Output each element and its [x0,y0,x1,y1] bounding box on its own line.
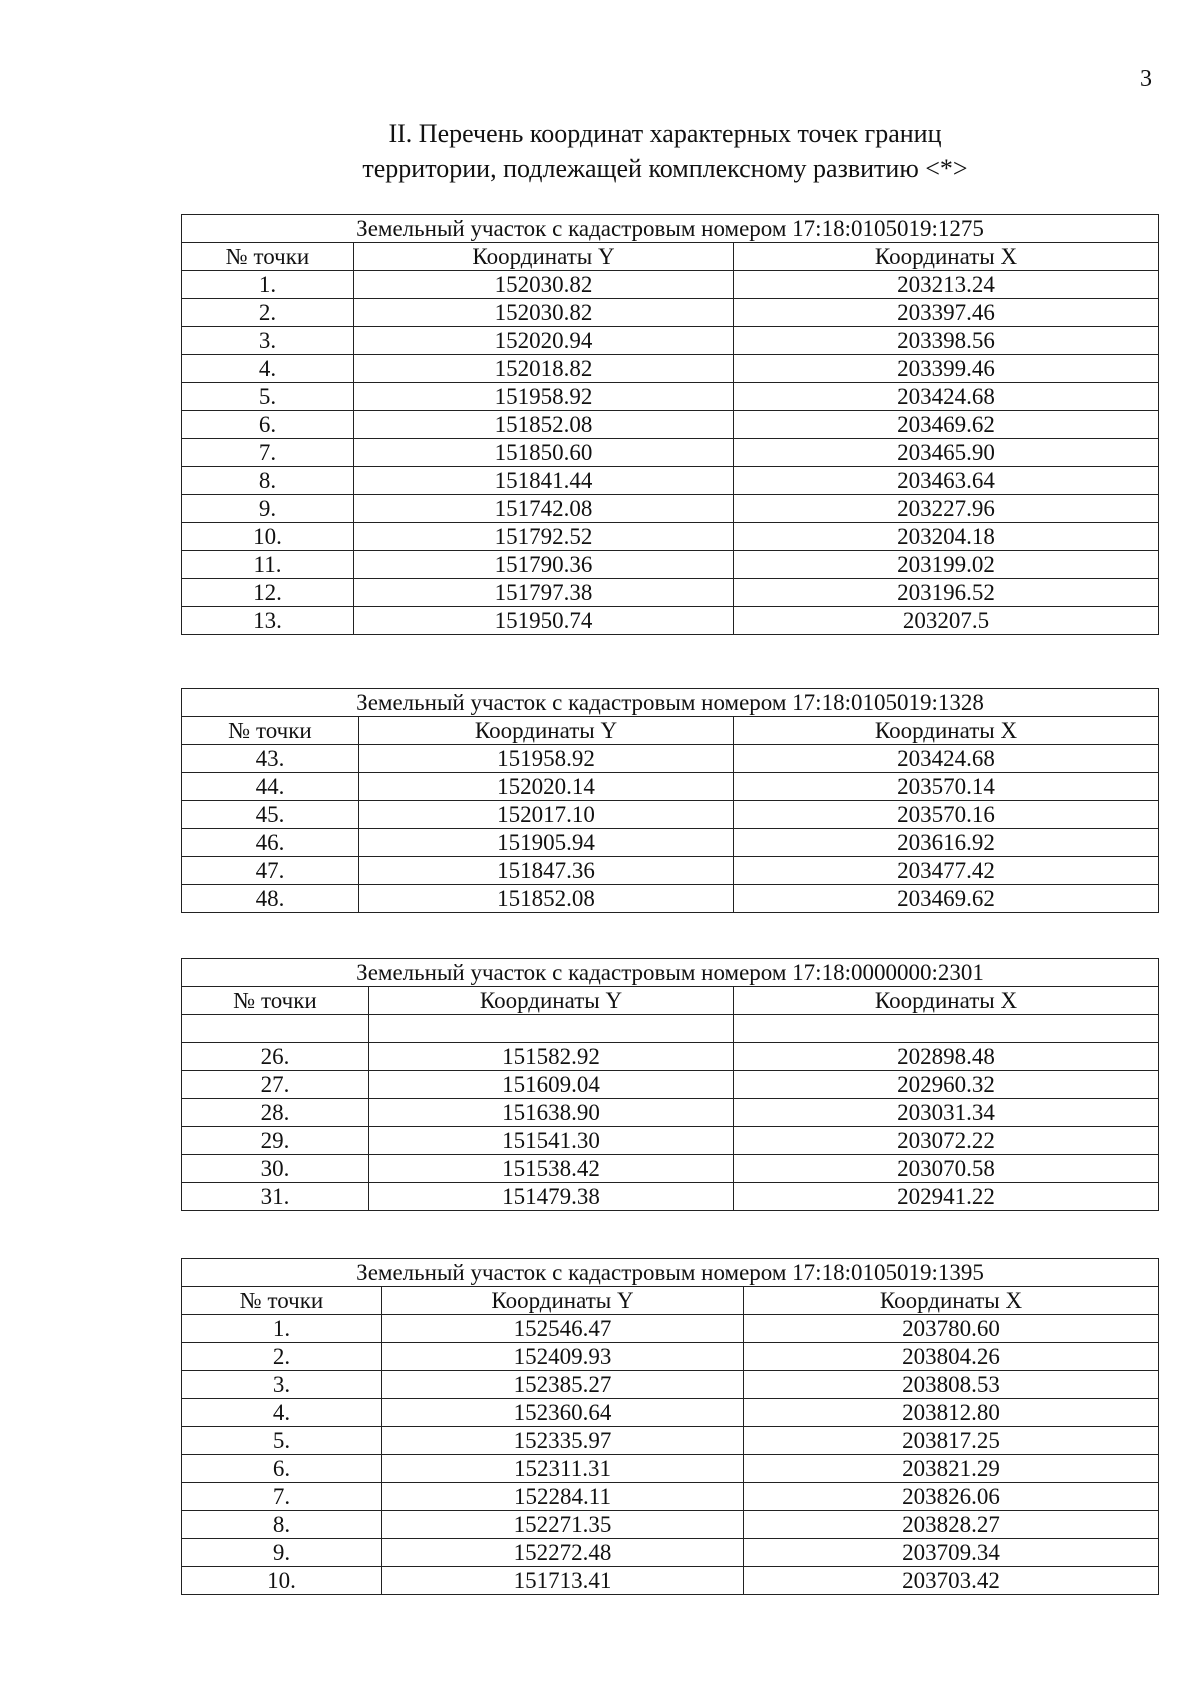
table-header-row [182,1287,1159,1315]
page-number: 3 [1140,66,1152,92]
point-number-cell: 13. [182,607,354,635]
coordinate-x-cell: 203072.22 [734,1127,1159,1155]
table-caption-row [182,1259,1159,1287]
coordinate-y-cell: 152284.11 [382,1483,744,1511]
coordinate-y-cell: 152409.93 [382,1343,744,1371]
coordinate-y-cell: 152360.64 [382,1399,744,1427]
table-row [182,1071,1159,1099]
coordinate-y-cell: 151841.44 [354,467,734,495]
table-caption-row [182,959,1159,987]
title-line-1: II. Перечень координат характерных точек границ [388,119,942,148]
point-number-cell: 11. [182,551,354,579]
table-row [182,857,1159,885]
coordinate-x-cell: 203398.56 [734,327,1159,355]
table-row [182,745,1159,773]
coordinate-y-cell: 152030.82 [354,271,734,299]
coordinate-y-cell: 151638.90 [369,1099,734,1127]
coordinate-x-cell: 203397.46 [734,299,1159,327]
coordinate-x-cell: 203812.80 [744,1399,1159,1427]
coordinate-y-cell: 152020.94 [354,327,734,355]
table-header-row [182,987,1159,1015]
point-number-cell: 4. [182,355,354,383]
coordinate-x-cell: 203465.90 [734,439,1159,467]
point-number-cell: 12. [182,579,354,607]
coordinate-x-cell: 202898.48 [734,1043,1159,1071]
table-row [182,1539,1159,1567]
coordinate-x-cell: 203469.62 [734,411,1159,439]
point-number-cell: 27. [182,1071,369,1099]
coordinate-y-cell: 152017.10 [359,801,734,829]
table-row [182,467,1159,495]
coordinate-y-cell: 151713.41 [382,1567,744,1595]
point-number-cell: 45. [182,801,359,829]
coordinate-x-cell: 203477.42 [734,857,1159,885]
coordinate-y-cell: 151792.52 [354,523,734,551]
coordinate-x-cell: 203826.06 [744,1483,1159,1511]
table-header-row [182,243,1159,271]
coordinate-y-cell: 152335.97 [382,1427,744,1455]
column-header: Координаты X [744,1287,1159,1315]
coordinate-x-cell: 203031.34 [734,1099,1159,1127]
coordinate-x-cell: 203213.24 [734,271,1159,299]
coordinate-x-cell: 203196.52 [734,579,1159,607]
column-header: Координаты X [734,987,1159,1015]
coordinate-y-cell: 151847.36 [359,857,734,885]
point-number-cell: 26. [182,1043,369,1071]
column-header: Координаты Y [354,243,734,271]
point-number-cell: 31. [182,1183,369,1211]
table-row [182,1399,1159,1427]
coordinates-table [181,214,1159,635]
point-number-cell: 1. [182,271,354,299]
coordinate-y-cell: 151850.60 [354,439,734,467]
coordinate-y-cell: 151950.74 [354,607,734,635]
coordinate-x-cell: 202941.22 [734,1183,1159,1211]
coordinate-x-cell: 203204.18 [734,523,1159,551]
coordinate-x-cell: 203780.60 [744,1315,1159,1343]
coordinate-y-cell: 151852.08 [359,885,734,913]
coordinates-table [181,958,1159,1211]
point-number-cell: 7. [182,439,354,467]
column-header: Координаты Y [369,987,734,1015]
coordinate-x-cell: 203399.46 [734,355,1159,383]
coordinate-y-cell: 152271.35 [382,1511,744,1539]
coordinate-x-cell: 203227.96 [734,495,1159,523]
document-title [0,116,1200,186]
point-number-cell: 3. [182,327,354,355]
point-number-cell: 9. [182,495,354,523]
coordinate-x-cell: 203703.42 [744,1567,1159,1595]
table-row [182,773,1159,801]
coordinate-y-cell: 152311.31 [382,1455,744,1483]
point-number-cell: 47. [182,857,359,885]
column-header: Координаты Y [359,717,734,745]
table-row [182,355,1159,383]
coordinate-x-cell: 203199.02 [734,551,1159,579]
point-number-cell: 2. [182,299,354,327]
table-row [182,523,1159,551]
point-number-cell: 6. [182,1455,382,1483]
table-row [182,801,1159,829]
column-header: Координаты X [734,717,1159,745]
coordinate-x-cell: 203070.58 [734,1155,1159,1183]
point-number-cell: 46. [182,829,359,857]
coordinate-x-cell: 203709.34 [744,1539,1159,1567]
table-row [182,1183,1159,1211]
coordinate-y-cell: 151958.92 [359,745,734,773]
coordinate-y-cell: 152546.47 [382,1315,744,1343]
table-row [182,1015,1159,1043]
coordinate-x-cell: 203828.27 [744,1511,1159,1539]
table-row [182,607,1159,635]
point-number-cell: 28. [182,1099,369,1127]
table-caption-row [182,215,1159,243]
coordinate-x-cell: 203424.68 [734,745,1159,773]
table-row [182,1567,1159,1595]
table-row [182,439,1159,467]
coordinate-y-cell: 152385.27 [382,1371,744,1399]
table-caption: Земельный участок с кадастровым номером 17:18:0105019:1395 [182,1259,1159,1287]
title-line-2: территории, подлежащей комплексному развитию <*> [362,154,968,183]
table-row [182,1043,1159,1071]
table-row [182,1455,1159,1483]
column-header: № точки [182,243,354,271]
table-row [182,579,1159,607]
table-row [182,885,1159,913]
coordinates-table [181,1258,1159,1595]
table-caption: Земельный участок с кадастровым номером 17:18:0105019:1275 [182,215,1159,243]
point-number-cell: 44. [182,773,359,801]
table-caption-row [182,689,1159,717]
coordinate-x-cell: 203616.92 [734,829,1159,857]
coordinate-x-cell: 202960.32 [734,1071,1159,1099]
coordinate-y-cell: 151905.94 [359,829,734,857]
table-row [182,271,1159,299]
table-row [182,383,1159,411]
point-number-cell: 30. [182,1155,369,1183]
table-row [182,1483,1159,1511]
coordinate-y-cell: 151742.08 [354,495,734,523]
point-number-cell: 29. [182,1127,369,1155]
coordinate-x-cell: 203808.53 [744,1371,1159,1399]
column-header: Координаты Y [382,1287,744,1315]
table-row [182,1427,1159,1455]
table-row [182,299,1159,327]
point-number-cell: 48. [182,885,359,913]
coordinate-x-cell: 203463.64 [734,467,1159,495]
coordinate-y-cell: 151958.92 [354,383,734,411]
table-row [182,327,1159,355]
coordinate-x-cell: 203821.29 [744,1455,1159,1483]
coordinates-table [181,688,1159,913]
coordinate-x-cell: 203570.16 [734,801,1159,829]
point-number-cell: 2. [182,1343,382,1371]
column-header: № точки [182,1287,382,1315]
table-row [182,1511,1159,1539]
table-row [182,1155,1159,1183]
table-row [182,1315,1159,1343]
point-number-cell: 5. [182,1427,382,1455]
point-number-cell: 6. [182,411,354,439]
coordinate-y-cell [369,1015,734,1043]
table-row [182,495,1159,523]
coordinate-x-cell: 203817.25 [744,1427,1159,1455]
coordinate-y-cell: 151852.08 [354,411,734,439]
coordinate-x-cell: 203570.14 [734,773,1159,801]
coordinate-y-cell: 152272.48 [382,1539,744,1567]
table-caption: Земельный участок с кадастровым номером 17:18:0105019:1328 [182,689,1159,717]
table-row [182,829,1159,857]
coordinate-x-cell: 203804.26 [744,1343,1159,1371]
coordinate-x-cell: 203207.5 [734,607,1159,635]
point-number-cell: 43. [182,745,359,773]
coordinate-x-cell: 203469.62 [734,885,1159,913]
column-header: Координаты X [734,243,1159,271]
coordinate-y-cell: 151541.30 [369,1127,734,1155]
table-caption: Земельный участок с кадастровым номером 17:18:0000000:2301 [182,959,1159,987]
table-row [182,551,1159,579]
point-number-cell: 1. [182,1315,382,1343]
point-number-cell: 8. [182,467,354,495]
point-number-cell: 7. [182,1483,382,1511]
coordinate-y-cell: 151790.36 [354,551,734,579]
point-number-cell: 4. [182,1399,382,1427]
coordinate-y-cell: 151797.38 [354,579,734,607]
table-row [182,1371,1159,1399]
coordinate-y-cell: 152030.82 [354,299,734,327]
coordinate-x-cell: 203424.68 [734,383,1159,411]
point-number-cell [182,1015,369,1043]
point-number-cell: 9. [182,1539,382,1567]
point-number-cell: 10. [182,1567,382,1595]
column-header: № точки [182,717,359,745]
column-header: № точки [182,987,369,1015]
table-row [182,411,1159,439]
point-number-cell: 8. [182,1511,382,1539]
point-number-cell: 10. [182,523,354,551]
coordinate-y-cell: 151609.04 [369,1071,734,1099]
point-number-cell: 5. [182,383,354,411]
table-row [182,1099,1159,1127]
table-row [182,1343,1159,1371]
coordinate-y-cell: 151582.92 [369,1043,734,1071]
point-number-cell: 3. [182,1371,382,1399]
table-row [182,1127,1159,1155]
coordinate-y-cell: 152018.82 [354,355,734,383]
coordinate-y-cell: 151479.38 [369,1183,734,1211]
table-header-row [182,717,1159,745]
coordinate-y-cell: 151538.42 [369,1155,734,1183]
coordinate-x-cell [734,1015,1159,1043]
coordinate-y-cell: 152020.14 [359,773,734,801]
